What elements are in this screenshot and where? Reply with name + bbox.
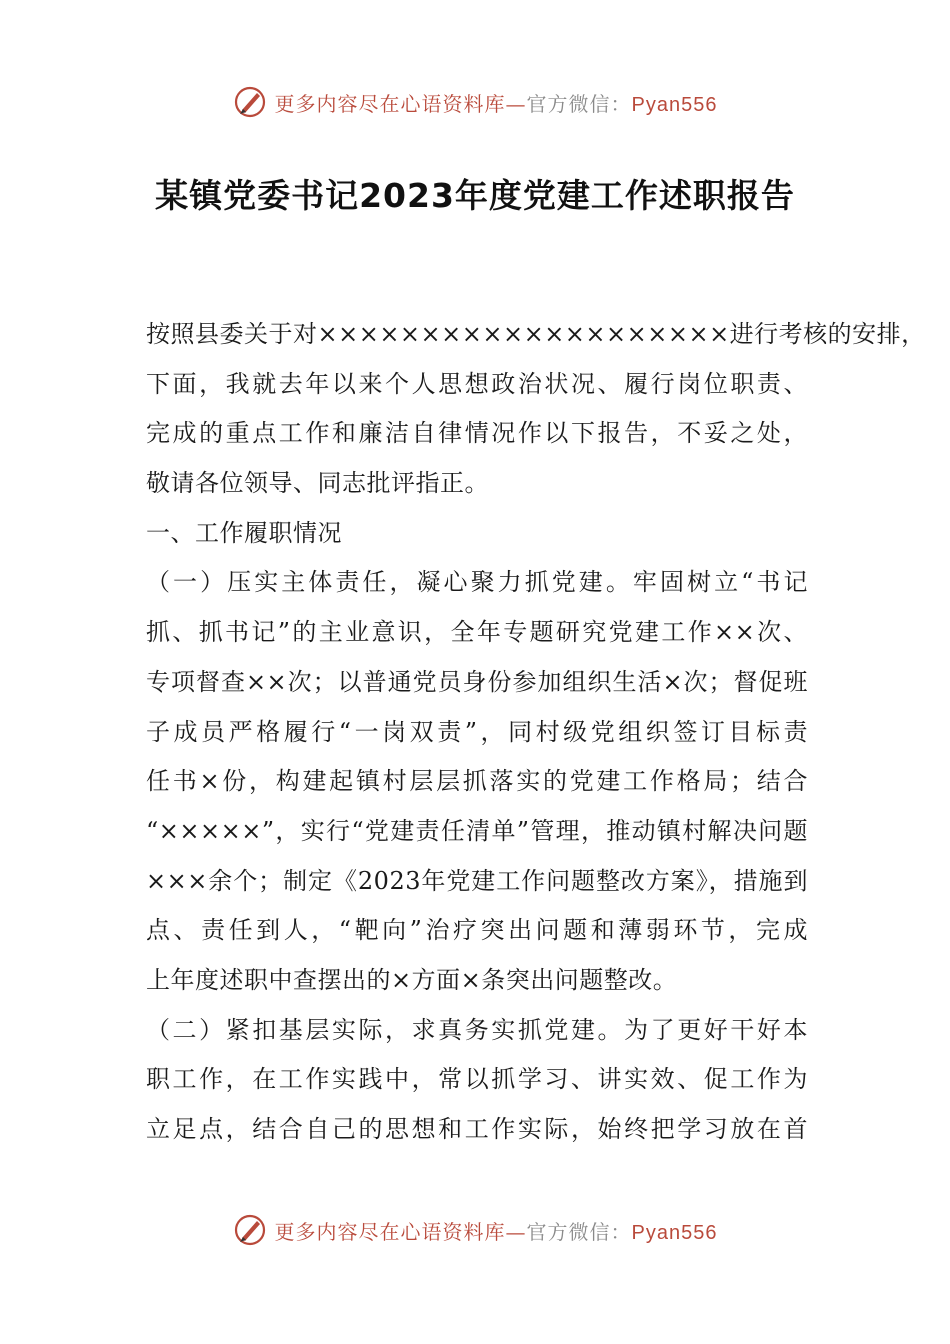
banner-text: 更多内容尽在心语资料库—官方微信：Pyan556 — [274, 1219, 718, 1244]
body-line: 专项督查××次；以普通党员身份参加组织生活×次；督促班 — [146, 667, 808, 696]
body-line: 点、责任到人，“靶向”治疗突出问题和薄弱环节，完成 — [146, 916, 808, 945]
header-banner — [0, 82, 950, 122]
body-line: 抓、抓书记”的主业意识，全年专题研究党建工作××次、 — [146, 618, 808, 647]
body-line: 下面，我就去年以来个人思想政治状况、履行岗位职责、 — [146, 369, 808, 398]
pen-logo-icon — [233, 1213, 267, 1247]
body-line: “×××××”，实行“党建责任清单”管理，推动镇村解决问题 — [146, 816, 808, 845]
body-line: 完成的重点工作和廉洁自律情况作以下报告，不妥之处， — [146, 419, 808, 448]
body-line: 职工作，在工作实践中，常以抓学习、讲实效、促工作为 — [146, 1065, 808, 1094]
body-line: 按照县委关于对××××××××××××××××××××进行考核的安排， — [146, 320, 926, 348]
body-text — [146, 310, 926, 1155]
body-line: 上年度述职中查摆出的×方面×条突出问题整改。 — [146, 965, 678, 994]
pen-logo-icon — [233, 85, 267, 119]
body-line: 任书×份，构建起镇村层层抓落实的党建工作格局；结合 — [146, 767, 808, 796]
banner-text: 更多内容尽在心语资料库—官方微信：Pyan556 — [274, 91, 718, 116]
body-line: 子成员严格履行“一岗双责”，同村级党组织签订目标责 — [146, 717, 808, 746]
body-line: （一）压实主体责任，凝心聚力抓党建。牢固树立“书记 — [146, 568, 808, 597]
body-line: 立足点，结合自己的思想和工作实际，始终把学习放在首 — [146, 1115, 808, 1143]
body-line: ×××余个；制定《2023年党建工作问题整改方案》，措施到 — [146, 866, 808, 895]
body-line: 一、工作履职情况 — [146, 518, 342, 547]
body-line: 敬请各位领导、同志批评指正。 — [146, 469, 489, 498]
footer-banner — [0, 1210, 950, 1250]
document-title: 某镇党委书记2023年度党建工作述职报告 — [155, 176, 795, 215]
body-line: （二）紧扣基层实际，求真务实抓党建。为了更好干好本 — [146, 1015, 808, 1044]
